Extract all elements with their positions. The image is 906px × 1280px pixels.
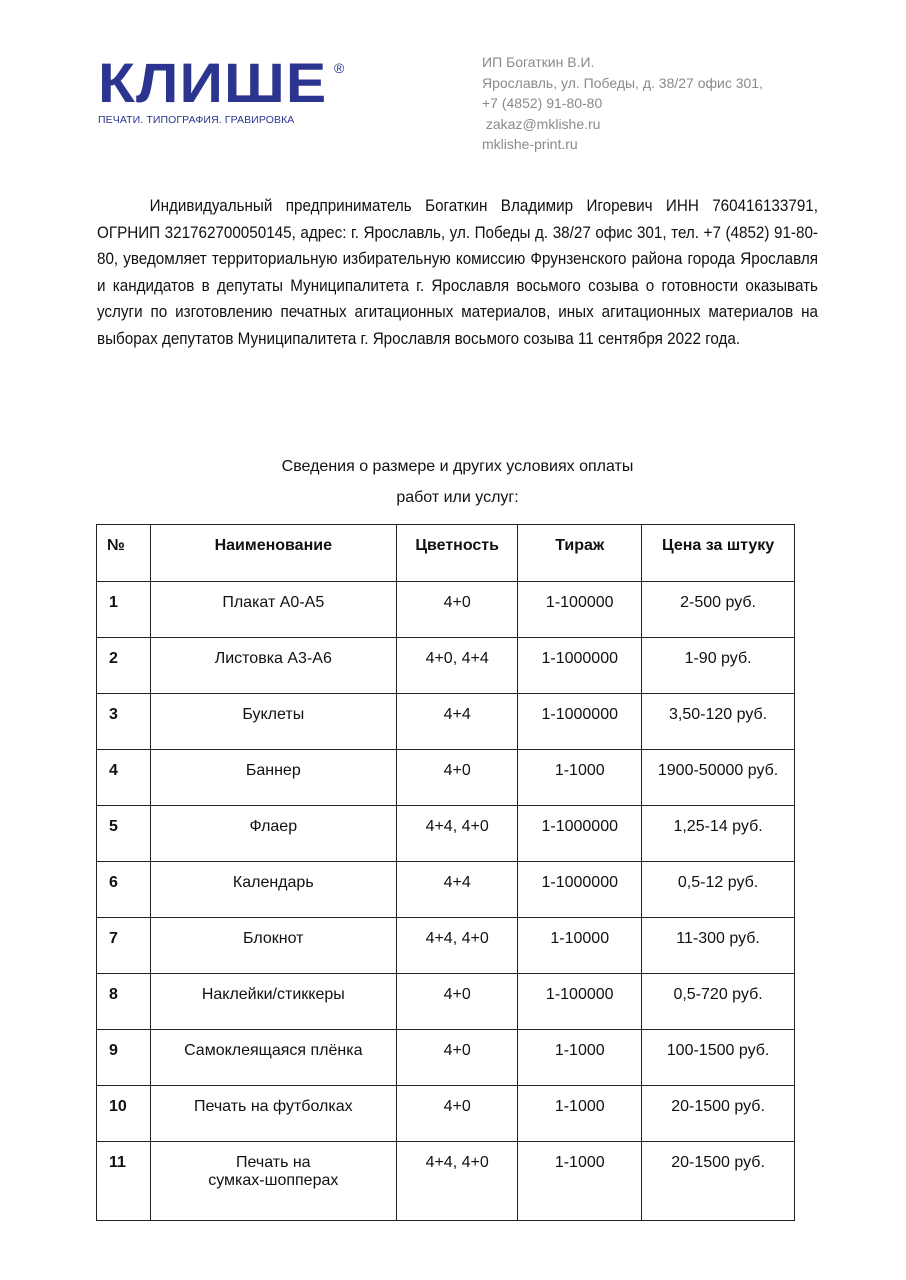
- row-name: Флаер: [150, 806, 396, 862]
- table-header-row: [97, 525, 795, 582]
- contact-block: [482, 52, 763, 155]
- row-name: Блокнот: [150, 918, 396, 974]
- table-row: [97, 750, 795, 806]
- header-price: Цена за штуку: [642, 525, 795, 582]
- row-run: 1-1000: [518, 1142, 642, 1221]
- row-price: 0,5-12 руб.: [642, 862, 795, 918]
- table-row: [97, 582, 795, 638]
- row-name: [150, 1142, 396, 1221]
- row-price: 11-300 руб.: [642, 918, 795, 974]
- row-name-line2: сумках-шопперах: [208, 1172, 339, 1189]
- row-color: 4+0: [396, 1086, 517, 1142]
- row-number: 9: [97, 1030, 151, 1086]
- header-color: Цветность: [396, 525, 517, 582]
- row-run: 1-1000000: [518, 862, 642, 918]
- table-caption-line2: работ или услуг:: [396, 489, 519, 506]
- row-number: 11: [97, 1142, 151, 1221]
- row-price: 20-1500 руб.: [642, 1086, 795, 1142]
- row-name: Плакат А0-А5: [150, 582, 396, 638]
- table-row: [97, 694, 795, 750]
- row-color: 4+0: [396, 582, 517, 638]
- row-name: Листовка А3-А6: [150, 638, 396, 694]
- row-color: 4+0, 4+4: [396, 638, 517, 694]
- row-color: 4+4: [396, 694, 517, 750]
- row-run: 1-1000: [518, 750, 642, 806]
- table-row: [97, 862, 795, 918]
- row-number: 2: [97, 638, 151, 694]
- row-price: 2-500 руб.: [642, 582, 795, 638]
- intro-paragraph: [97, 193, 818, 352]
- row-color: 4+0: [396, 974, 517, 1030]
- table-caption-line1: Сведения о размере и других условиях оплаты: [281, 458, 634, 475]
- row-color: 4+4, 4+0: [396, 1142, 517, 1221]
- logo-wordmark: КЛИШЕ: [98, 51, 328, 114]
- header-number: №: [97, 525, 151, 582]
- table-row: [97, 1142, 795, 1221]
- row-run: 1-1000000: [518, 806, 642, 862]
- contact-website[interactable]: mklishe-print.ru: [482, 136, 578, 152]
- table-row: [97, 638, 795, 694]
- row-number: 8: [97, 974, 151, 1030]
- row-price: 20-1500 руб.: [642, 1142, 795, 1221]
- table-row: [97, 1086, 795, 1142]
- contact-phone: +7 (4852) 91-80-80: [482, 95, 603, 111]
- row-price: 0,5-720 руб.: [642, 974, 795, 1030]
- header-run: Тираж: [518, 525, 642, 582]
- row-number: 1: [97, 582, 151, 638]
- row-run: 1-1000000: [518, 638, 642, 694]
- row-price: 1,25-14 руб.: [642, 806, 795, 862]
- row-name: Буклеты: [150, 694, 396, 750]
- row-price: 1-90 руб.: [642, 638, 795, 694]
- row-run: 1-1000: [518, 1030, 642, 1086]
- row-run: 1-1000000: [518, 694, 642, 750]
- row-price: 1900-50000 руб.: [642, 750, 795, 806]
- logo-tagline: ПЕЧАТИ. ТИПОГРАФИЯ. ГРАВИРОВКА: [98, 114, 295, 126]
- header-name: Наименование: [150, 525, 396, 582]
- row-color: 4+4: [396, 862, 517, 918]
- row-number: 7: [97, 918, 151, 974]
- contact-name: ИП Богаткин В.И.: [482, 54, 595, 70]
- row-color: 4+0: [396, 1030, 517, 1086]
- row-name-line1: Печать на: [235, 1154, 311, 1171]
- row-number: 4: [97, 750, 151, 806]
- row-color: 4+4, 4+0: [396, 806, 517, 862]
- row-number: 5: [97, 806, 151, 862]
- table-row: [97, 918, 795, 974]
- registered-mark-icon: ®: [334, 60, 345, 76]
- row-name: Наклейки/стиккеры: [150, 974, 396, 1030]
- row-price: 100-1500 руб.: [642, 1030, 795, 1086]
- row-run: 1-1000: [518, 1086, 642, 1142]
- company-logo: [98, 51, 358, 126]
- row-run: 1-10000: [518, 918, 642, 974]
- row-run: 1-100000: [518, 974, 642, 1030]
- row-name: Баннер: [150, 750, 396, 806]
- table-row: [97, 806, 795, 862]
- row-color: 4+0: [396, 750, 517, 806]
- table-row: [97, 974, 795, 1030]
- row-color: 4+4, 4+0: [396, 918, 517, 974]
- row-name: Календарь: [150, 862, 396, 918]
- price-table: [96, 524, 795, 1221]
- row-price: 3,50-120 руб.: [642, 694, 795, 750]
- contact-email[interactable]: zakaz@mklishe.ru: [482, 115, 601, 132]
- row-name: Самоклеящаяся плёнка: [150, 1030, 396, 1086]
- table-row: [97, 1030, 795, 1086]
- row-number: 10: [97, 1086, 151, 1142]
- intro-text: Индивидуальный предприниматель Богаткин Владимир Игоревич ИНН 760416133791, ОГРНИП 321762700050145, адрес: г. Ярославль, ул. Победы д. 38/27 офис 301, тел. +7 (4852) 91-80-80, уведомляет территориальную избирательную комиссию Фрунзенского района города Ярославля и кандидатов в депутаты Муниципалитета г. Ярославля восьмого созыва о готовности оказывать услуги по изготовлению печатных агитационных материалов, иных агитационных материалов на выборах депутатов Муниципалитета г. Ярославля восьмого созыва 11 сентября 2022 года.: [97, 197, 818, 348]
- row-name: Печать на футболках: [150, 1086, 396, 1142]
- row-run: 1-100000: [518, 582, 642, 638]
- row-number: 3: [97, 694, 151, 750]
- contact-address: Ярославль, ул. Победы, д. 38/27 офис 301,: [482, 74, 763, 91]
- row-number: 6: [97, 862, 151, 918]
